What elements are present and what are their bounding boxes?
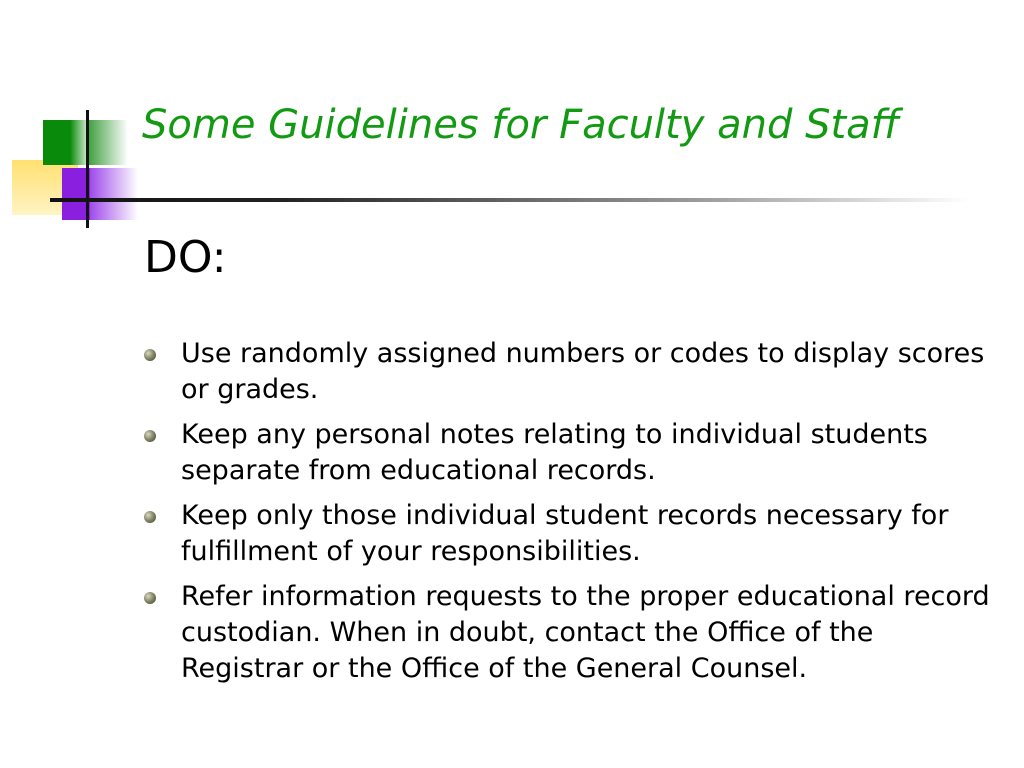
purple-square-fade [90, 168, 138, 220]
sphere-bullet-icon [144, 349, 156, 361]
vertical-rule [86, 110, 89, 228]
sphere-bullet-icon [144, 511, 156, 523]
bullet-list [140, 336, 1000, 696]
bullet-text: Refer information requests to the proper educational record custodian. When in doubt, contact the Office of the Registrar or the Office of the General Counsel. [181, 581, 990, 684]
bullet-text: Use randomly assigned numbers or codes to display scores or grades. [181, 338, 985, 405]
list-item [140, 336, 1000, 408]
list-item [140, 498, 1000, 570]
title-underline-rule [50, 198, 970, 202]
bullet-text: Keep only those individual student records necessary for fulfillment of your responsibilities. [181, 500, 949, 567]
slide-title: Some Guidelines for Faculty and Staff [142, 102, 900, 148]
sphere-bullet-icon [144, 430, 156, 442]
bullet-text: Keep any personal notes relating to individual students separate from educational records. [181, 419, 928, 486]
section-heading: DO: [144, 232, 227, 283]
decorative-squares-logo [0, 0, 160, 240]
sphere-bullet-icon [144, 592, 156, 604]
list-item [140, 579, 1000, 687]
green-square [43, 120, 88, 165]
green-square-fade [88, 120, 128, 165]
list-item [140, 417, 1000, 489]
